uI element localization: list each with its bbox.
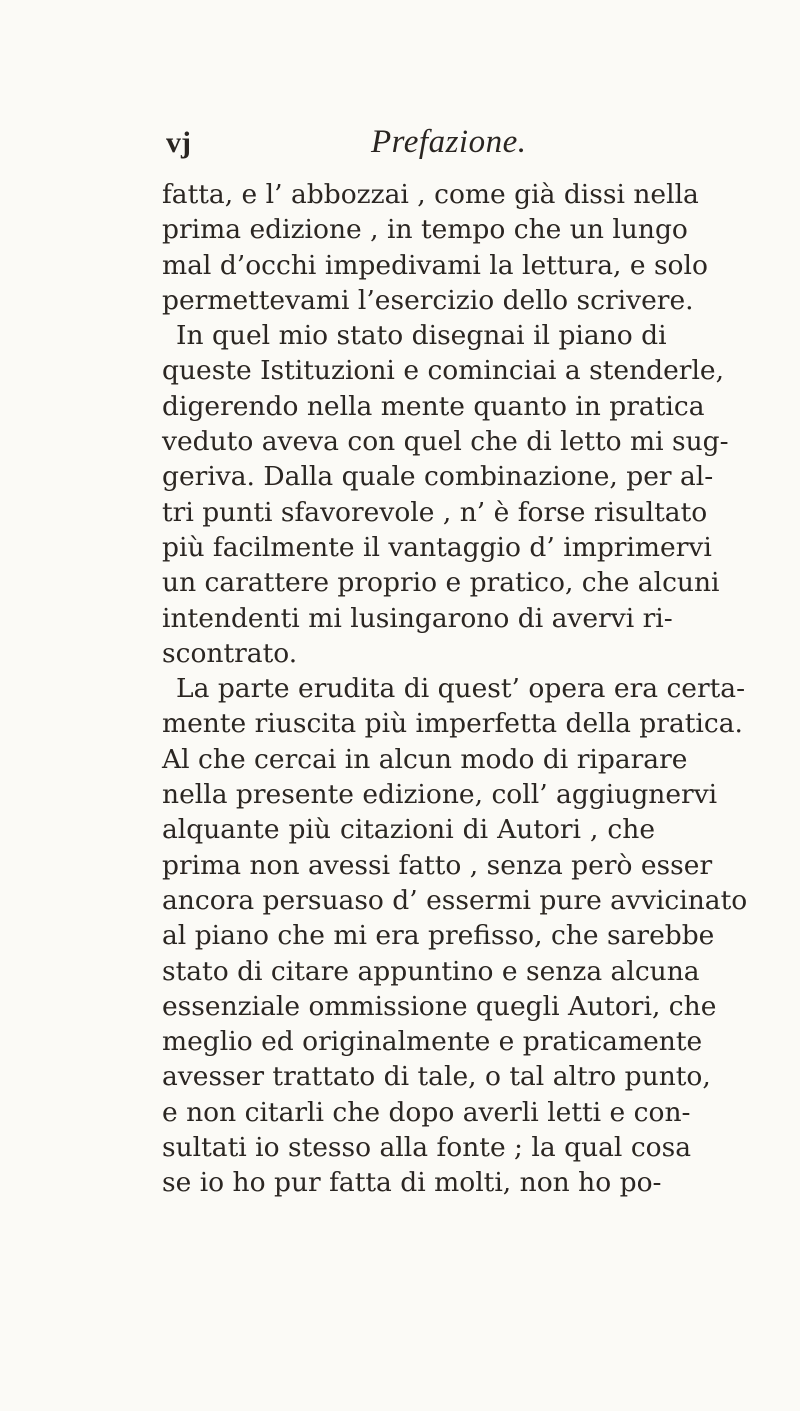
text-line: scontrato. [162,637,298,669]
text-line: tri punti sfavorevole , n’ è forse risultato [162,496,708,528]
page-header [166,126,646,176]
text-line: prima edizione , in tempo che un lungo [162,214,688,246]
text-line: Al che cercai in alcun modo di riparare [162,743,688,775]
text-line: veduto aveva con quel che di letto mi sug- [162,426,729,458]
paragraph-start-line: La parte erudita di quest’ opera era certa- [176,673,746,705]
text-line: stato di citare appuntino e senza alcuna [162,955,700,987]
text-line: sultati io stesso alla fonte ; la qual cosa [162,1132,692,1164]
text-line: alquante più citazioni di Autori , che [162,814,655,846]
text-line: un carattere proprio e pratico, che alcuni [162,567,720,599]
text-line: al piano che mi era prefisso, che sarebbe [162,920,715,952]
text-line: mente riuscita più imperfetta della pratica. [162,708,743,740]
text-line: meglio ed originalmente e praticamente [162,1026,703,1058]
text-line: ancora persuaso d’ essermi pure avvicinato [162,884,748,916]
page-number: vj [166,126,191,159]
text-line: fatta, e l’ abbozzai , come già dissi nella [162,179,699,210]
text-line: permettevami l’esercizio dello scrivere. [162,284,694,316]
paragraph-start-line: In quel mio stato disegnai il piano di [176,320,667,352]
running-title: Prefazione. [371,124,527,160]
text-line: digerendo nella mente quanto in pratica [162,390,705,422]
text-line: queste Istituzioni e cominciai a stenderle, [162,355,725,387]
text-line: intendenti mi lusingarono di avervi ri- [162,602,673,634]
text-line: essenziale ommissione quegli Autori, che [162,990,717,1022]
body-text [162,177,748,1201]
text-line: avesser trattato di tale, o tal altro punto, [162,1061,711,1093]
text-line: mal d’occhi impedivami la lettura, e solo [162,249,708,281]
text-line: più facilmente il vantaggio d’ imprimervi [162,531,712,563]
text-line: prima non avessi fatto , senza però esser [162,849,713,881]
text-line: e non citarli che dopo averli letti e con- [162,1096,691,1128]
text-line: nella presente edizione, coll’ aggiugnervi [162,779,718,811]
text-line: se io ho pur fatta di molti, non ho po- [162,1167,662,1199]
text-line: geriva. Dalla quale combinazione, per al- [162,461,714,493]
